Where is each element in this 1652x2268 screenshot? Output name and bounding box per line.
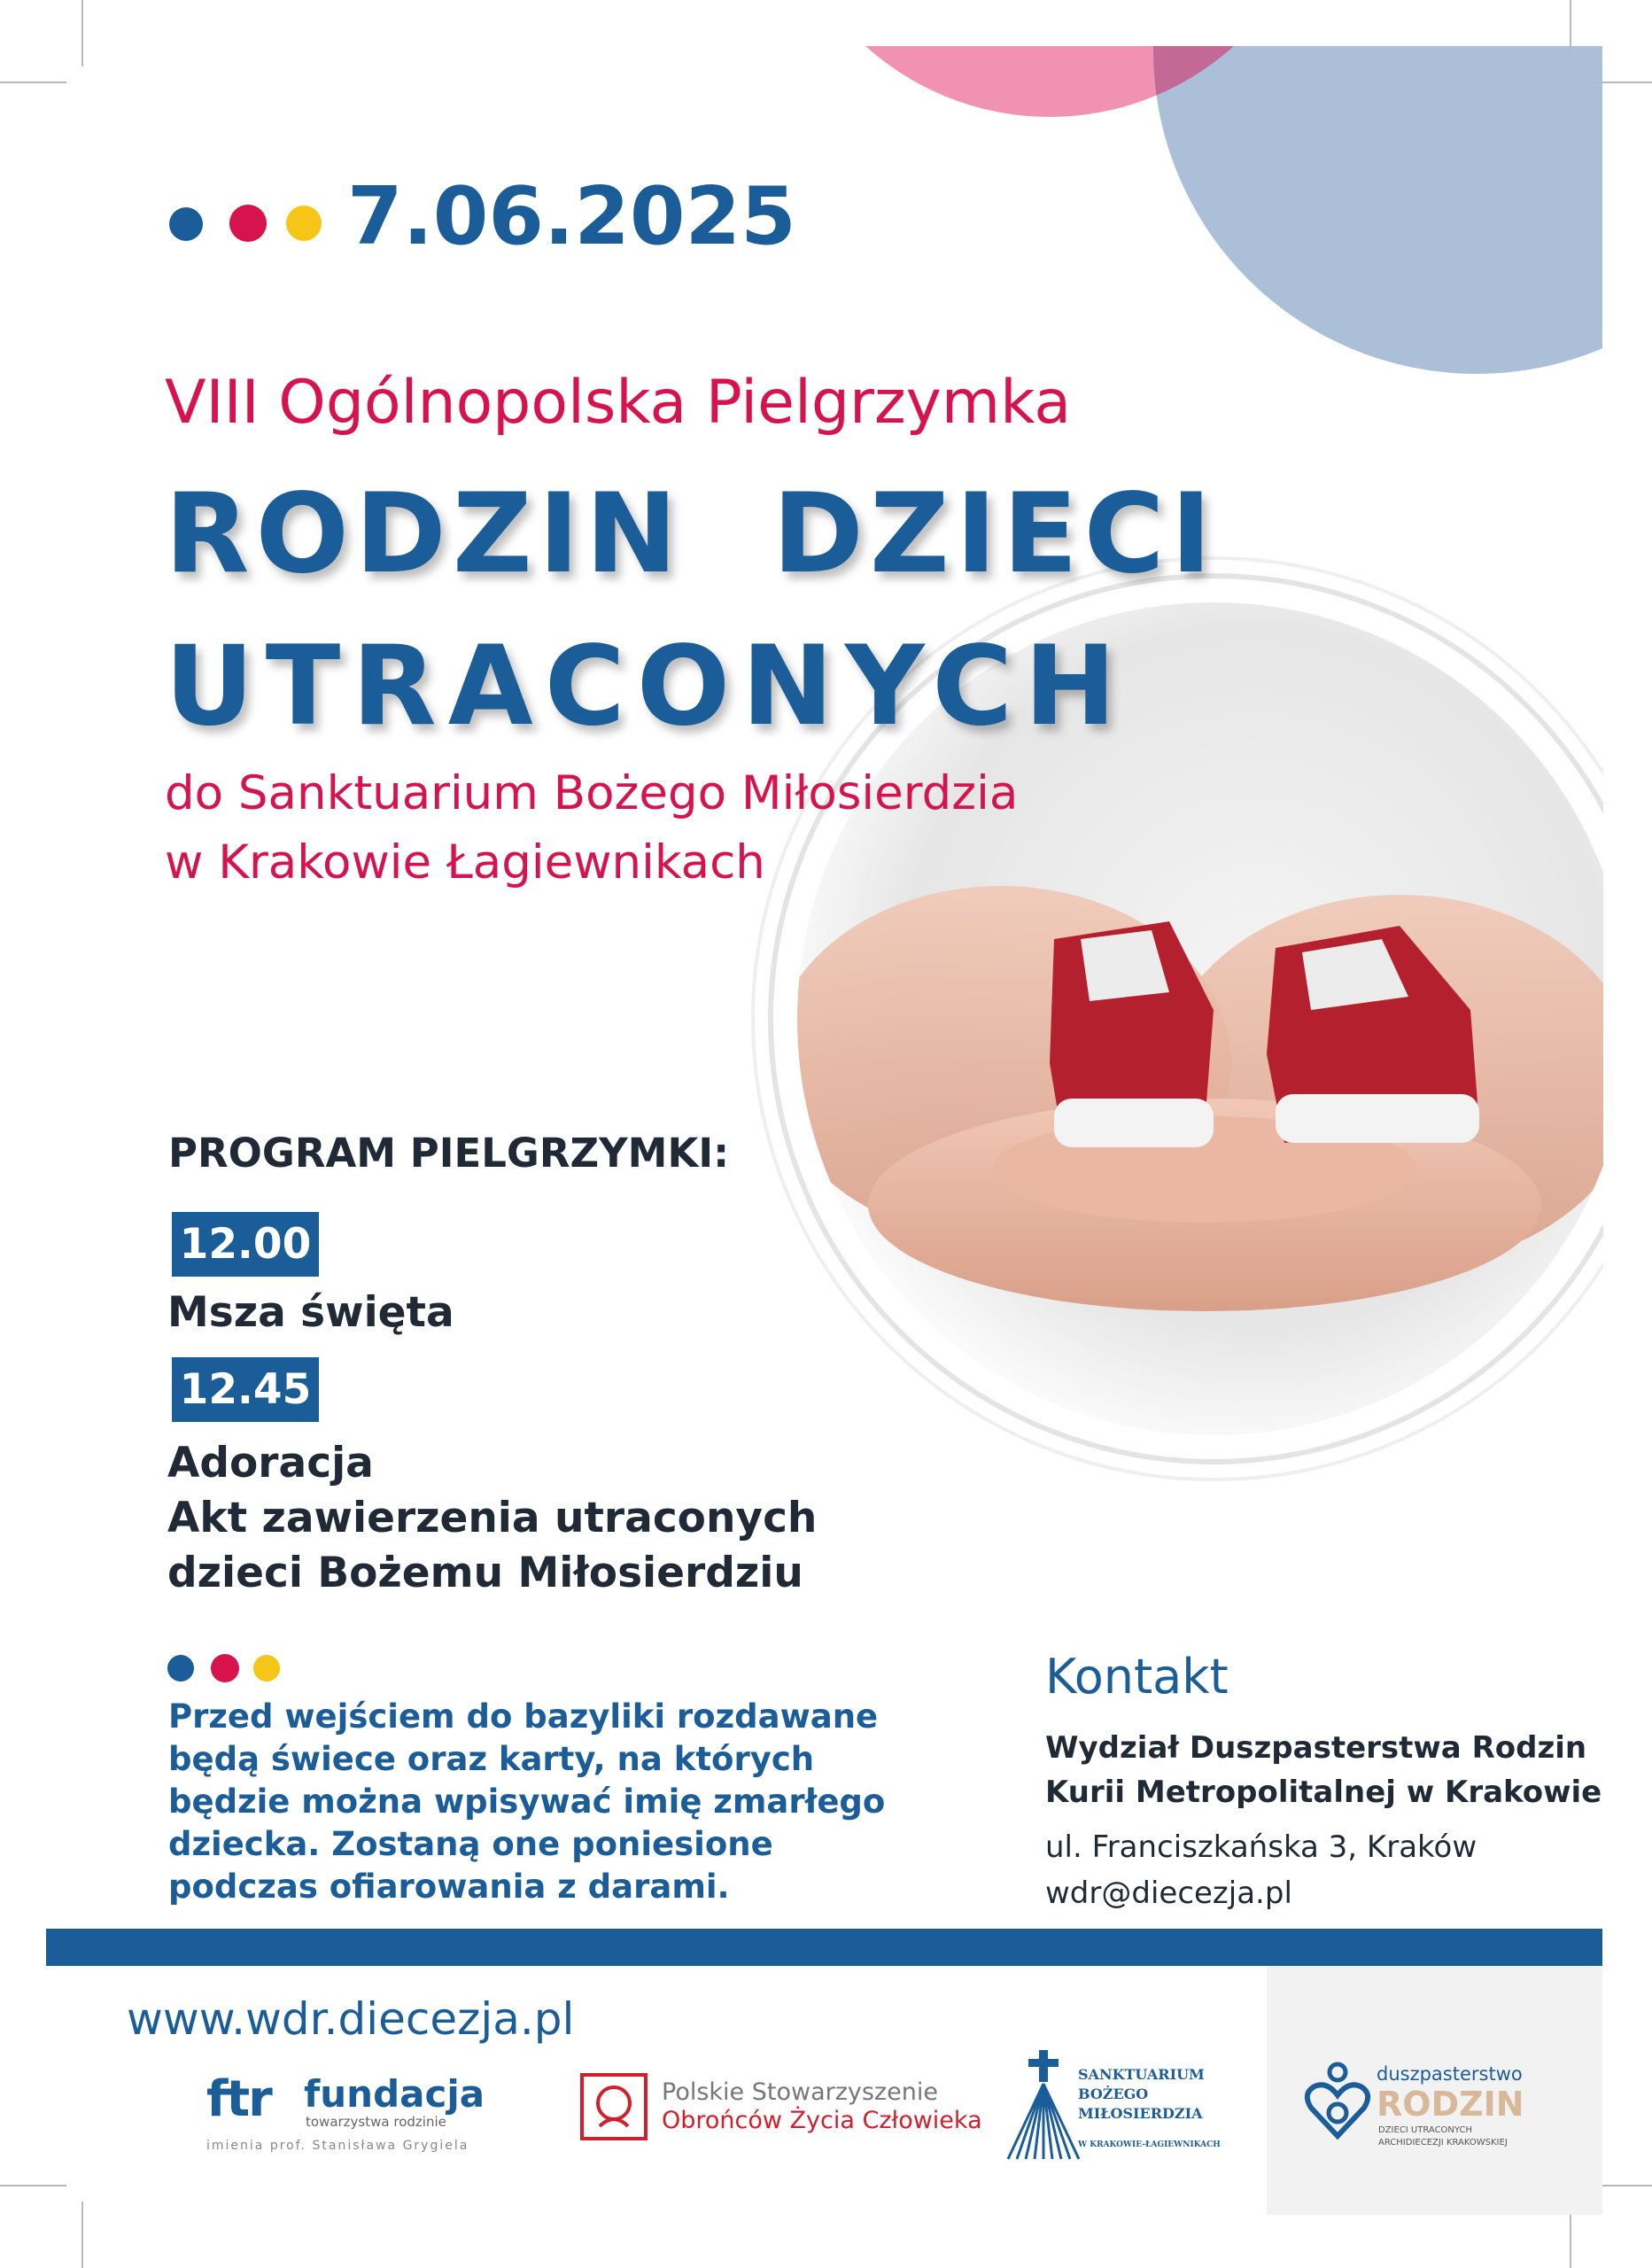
venue-line1: do Sanktuarium Bożego Miłosierdzia [165,766,1019,820]
program-item: Adoracja [167,1439,374,1487]
program-heading: PROGRAM PIELGRZYMKI: [168,1130,730,1177]
sanktuarium-logo [1004,2048,1252,2163]
sanktuarium-rays-icon [1004,2048,1083,2163]
event-subtitle: VIII Ogólnopolska Pielgrzymka [165,368,1072,438]
footer-bar [46,1929,1602,1966]
contact-org: Kurii Metropolitalnej w Krakowie [1045,1775,1602,1810]
sanktuarium-line1: SANKTUARIUM [1078,2066,1205,2083]
psozc-logo [580,2073,982,2144]
ftr-sub2: imienia prof. Stanisława Grygiela [206,2139,469,2153]
heart-family-icon [1302,2062,1373,2141]
dusz-line4: ARCHIDIECEZJI KRAKOWSKIEJ [1378,2138,1508,2148]
event-date: 7.06.2025 [347,170,796,263]
red-dot [229,205,267,242]
red-dot [211,1654,239,1682]
sanktuarium-line3: MIŁOSIERDZIA [1078,2105,1203,2122]
psozc-line2: Obrońców Życia Człowieka [662,2107,982,2134]
note-line: Przed wejściem do bazyliki rozdawane [168,1697,879,1736]
contact-org: Wydział Duszpasterstwa Rodzin [1045,1730,1587,1766]
note-line: będzie można wpisywać imię zmarłego [168,1783,886,1821]
program-item: Msza święta [167,1288,454,1337]
ftr-name: fundacja [304,2072,485,2116]
contact-email[interactable]: wdr@diecezja.pl [1045,1876,1292,1911]
blue-dot [167,1655,194,1682]
time-badge: 12.00 [172,1212,319,1277]
event-title-line1: RODZIN DZIECI [165,470,1218,598]
baby-shoes-photo [709,443,1603,1595]
program-item: dzieci Bożemu Miłosierdziu [167,1549,803,1597]
dusz-line1: duszpasterstwo [1377,2063,1523,2085]
note-line: dziecka. Zostaną one poniesione [168,1825,773,1863]
yellow-dot [286,206,322,241]
blue-dot [169,207,203,241]
psozc-line1: Polskie Stowarzyszenie [662,2078,938,2106]
sanktuarium-line2: BOŻEGO [1078,2085,1149,2102]
website-link[interactable]: www.wdr.diecezja.pl [127,1993,575,2045]
sanktuarium-line4: W KRAKOWIE-ŁAGIEWNIKACH [1078,2140,1221,2149]
ftr-mark [206,2071,271,2128]
time-badge: 12.45 [172,1357,319,1422]
venue-line2: w Krakowie Łagiewnikach [165,835,765,889]
yellow-dot [253,1655,280,1682]
psozc-emblem-icon [580,2073,648,2140]
note-line: podczas ofiarowania z darami. [168,1868,730,1906]
program-item: Akt zawierzenia utraconych [167,1494,818,1542]
contact-heading: Kontakt [1045,1649,1229,1705]
event-title-line2: UTRACONYCH [165,623,1128,750]
contact-address: ul. Franciszkańska 3, Kraków [1045,1829,1477,1865]
dusz-logo [1302,2057,1559,2155]
ftr-logo [206,2071,499,2160]
ftr-mark-text: ftr [206,2070,271,2128]
dusz-line2: RODZIN [1377,2085,1524,2124]
note-line: będą świece oraz karty, na których [168,1740,815,1778]
ftr-sub: towarzystwa rodzinie [306,2114,446,2130]
dusz-line3: DZIECI UTRACONYCH [1378,2125,1472,2135]
overlap-circle [775,46,1324,117]
